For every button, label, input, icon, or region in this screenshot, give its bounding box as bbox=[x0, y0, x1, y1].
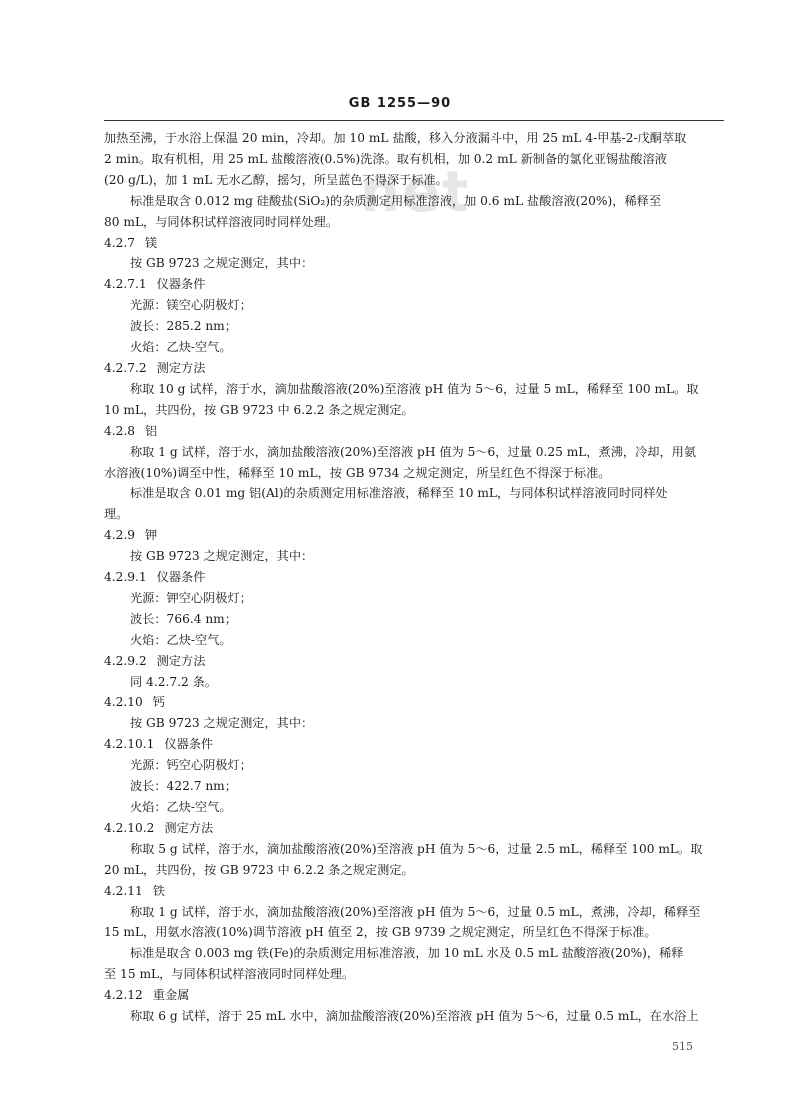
paragraph-line: 标准是取含 0.01 mg 铝(Al)的杂质测定用标准溶液，稀释至 10 mL，与同体积试样溶液同时同样处 bbox=[130, 486, 668, 501]
paragraph-line: 标准是取含 0.012 mg 硅酸盐(SiO₂)的杂质测定用标准溶液，加 0.6 mL 盐酸溶液(20%)，稀释至 bbox=[130, 193, 662, 208]
paragraph-line: 称取 6 g 试样，溶于 25 mL 水中，滴加盐酸溶液(20%)至溶液 pH 值为 5～6，过量 0.5 mL，在水浴上 bbox=[130, 1009, 699, 1024]
paragraph-line: 按 GB 9723 之规定测定，其中： bbox=[130, 716, 314, 731]
paragraph-line: 火焰：乙炔-空气。 bbox=[130, 340, 232, 355]
section-title: 重金属 bbox=[152, 988, 190, 1003]
section-number: 4.2.8 bbox=[104, 423, 136, 438]
paragraph-line: 2 min。取有机相，用 25 mL 盐酸溶液(0.5%)洗涤。取有机相，加 0.2 mL 新制备的氯化亚锡盐酸溶液 bbox=[104, 151, 667, 166]
paragraph-line: 称取 5 g 试样，溶于水，滴加盐酸溶液(20%)至溶液 pH 值为 5～6，过量 2.5 mL，稀释至 100 mL。取 bbox=[130, 841, 703, 856]
paragraph-line: 理。 bbox=[104, 507, 129, 522]
paragraph-line: (20 g/L)，加 1 mL 无水乙醇，摇匀，所呈蓝色不得深于标准。 bbox=[104, 172, 448, 187]
section-heading bbox=[104, 233, 724, 254]
section-heading bbox=[104, 525, 724, 546]
section-heading bbox=[104, 881, 724, 902]
section-number: 4.2.10.1 bbox=[104, 737, 155, 752]
paragraph-line: 光源：钾空心阴极灯； bbox=[130, 590, 252, 605]
paragraph-line: 称取 1 g 试样，溶于水，滴加盐酸溶液(20%)至溶液 pH 值为 5～6，过量 0.25 mL，煮沸，冷却，用氨 bbox=[130, 444, 697, 459]
paragraph-line: 火焰：乙炔-空气。 bbox=[130, 800, 232, 814]
section-number: 4.2.7.2 bbox=[104, 360, 147, 375]
section-title: 测定方法 bbox=[156, 653, 206, 668]
section-title: 铝 bbox=[145, 423, 158, 438]
document-body bbox=[104, 128, 724, 1027]
header-rule bbox=[104, 120, 724, 121]
paragraph-line: 按 GB 9723 之规定测定，其中： bbox=[130, 549, 314, 564]
section-number: 4.2.11 bbox=[104, 883, 143, 898]
paragraph-line: 加热至沸，于水浴上保温 20 min，冷却。加 10 mL 盐酸，移入分液漏斗中，用 25 mL 4-甲基-2-戊酮萃取 bbox=[104, 131, 687, 145]
paragraph-line: 光源：钙空心阴极灯； bbox=[130, 758, 252, 773]
paragraph-line: 波长：766.4 nm； bbox=[130, 611, 237, 626]
section-heading bbox=[104, 274, 724, 295]
paragraph-line: 按 GB 9723 之规定测定，其中： bbox=[130, 256, 314, 271]
section-heading bbox=[104, 734, 724, 755]
paragraph-line: 标准是取含 0.003 mg 铁(Fe)的杂质测定用标准溶液，加 10 mL 水及 0.5 mL 盐酸溶液(20%)，稀释 bbox=[130, 946, 684, 961]
section-heading bbox=[104, 567, 724, 588]
paragraph-line: 15 mL，用氨水溶液(10%)调节溶液 pH 值至 2，按 GB 9739 之规定测定，所呈红色不得深于标准。 bbox=[104, 925, 657, 940]
section-heading bbox=[104, 692, 724, 713]
section-title: 仪器条件 bbox=[156, 570, 206, 585]
section-title: 钙 bbox=[152, 695, 165, 710]
section-number: 4.2.10.2 bbox=[104, 820, 155, 835]
section-number: 4.2.7.1 bbox=[104, 277, 147, 292]
section-title: 仪器条件 bbox=[156, 277, 206, 292]
section-title: 测定方法 bbox=[164, 820, 214, 835]
section-number: 4.2.9 bbox=[104, 528, 136, 543]
paragraph-line: 称取 1 g 试样，溶于水，滴加盐酸溶液(20%)至溶液 pH 值为 5～6，过量 0.5 mL，煮沸，冷却，稀释至 bbox=[130, 904, 701, 919]
paragraph-line: 同 4.2.7.2 条。 bbox=[130, 674, 217, 689]
paragraph-line: 80 mL，与同体积试样溶液同时同样处理。 bbox=[104, 214, 339, 229]
section-title: 钾 bbox=[145, 528, 158, 543]
paragraph-line: 至 15 mL，与同体积试样溶液同时同样处理。 bbox=[104, 967, 355, 982]
paragraph-line: 波长：285.2 nm； bbox=[130, 319, 237, 334]
section-title: 仪器条件 bbox=[164, 737, 214, 752]
section-heading bbox=[104, 985, 724, 1006]
section-heading bbox=[104, 651, 724, 672]
section-number: 4.2.9.2 bbox=[104, 653, 147, 668]
page-header: GB 1255—90 bbox=[348, 96, 452, 111]
paragraph-line: 水溶液(10%)调至中性，稀释至 10 mL，按 GB 9734 之规定测定，所呈红色不得深于标准。 bbox=[104, 465, 611, 480]
watermark: net bbox=[360, 160, 471, 225]
paragraph-line: 称取 10 g 试样，溶于水，滴加盐酸溶液(20%)至溶液 pH 值为 5～6，过量 5 mL，稀释至 100 mL。取 bbox=[130, 381, 699, 396]
section-heading bbox=[104, 358, 724, 379]
section-heading bbox=[104, 818, 724, 839]
page-number: 515 bbox=[672, 1040, 693, 1053]
section-title: 铁 bbox=[152, 883, 165, 898]
section-heading bbox=[104, 421, 724, 442]
paragraph-line: 10 mL，共四份，按 GB 9723 中 6.2.2 条之规定测定。 bbox=[104, 402, 414, 417]
paragraph-line: 光源：镁空心阴极灯； bbox=[130, 298, 252, 313]
section-number: 4.2.7 bbox=[104, 235, 136, 250]
section-number: 4.2.12 bbox=[104, 988, 143, 1003]
section-title: 镁 bbox=[145, 235, 158, 250]
section-title: 测定方法 bbox=[156, 360, 206, 375]
section-number: 4.2.9.1 bbox=[104, 570, 147, 585]
paragraph-line: 20 mL，共四份，按 GB 9723 中 6.2.2 条之规定测定。 bbox=[104, 862, 414, 877]
paragraph-line: 火焰：乙炔-空气。 bbox=[130, 632, 232, 647]
section-number: 4.2.10 bbox=[104, 695, 143, 710]
paragraph-line: 波长：422.7 nm； bbox=[130, 779, 237, 794]
